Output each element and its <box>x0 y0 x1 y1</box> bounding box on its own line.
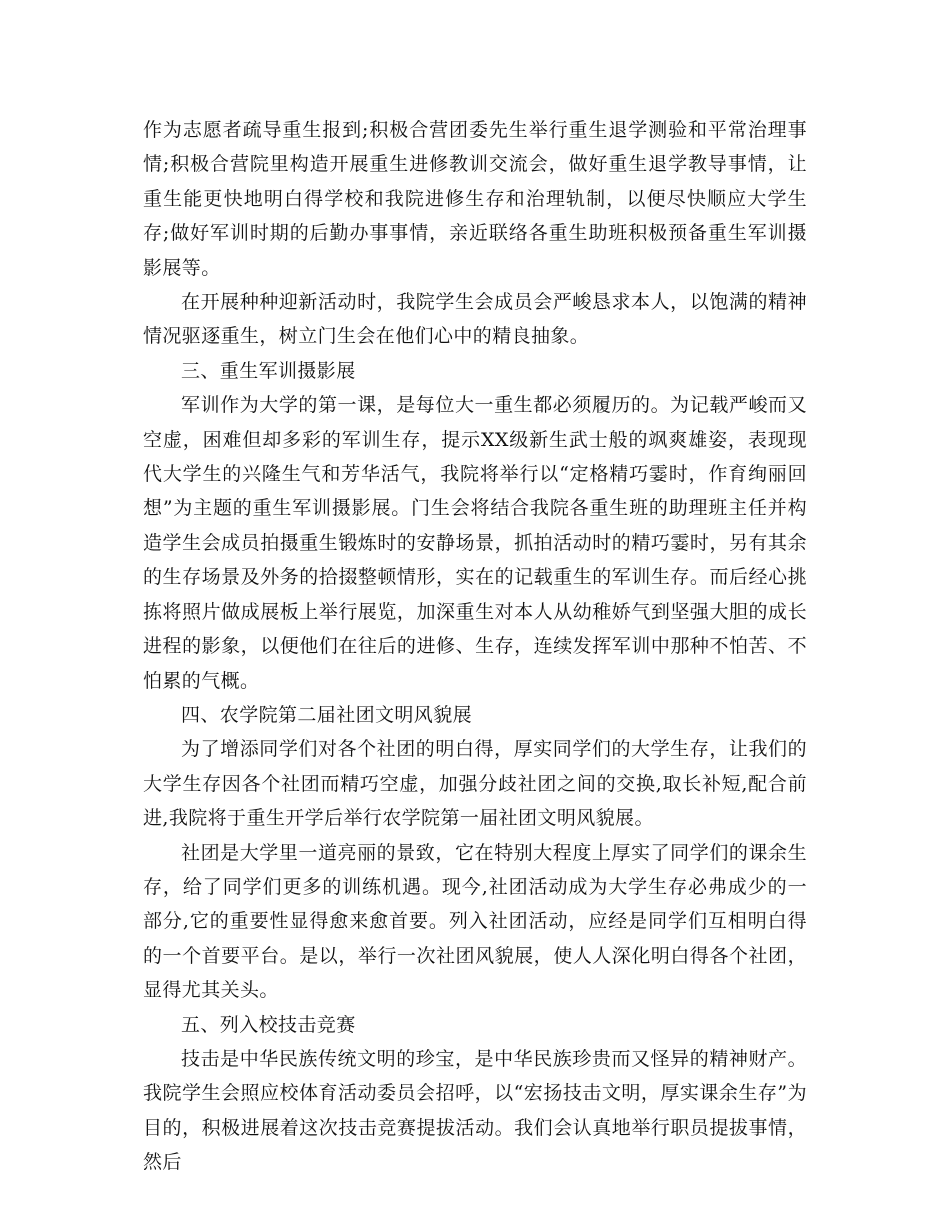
section-heading-club-culture-exhibition: 四、农学院第二届社团文明风貌展 <box>181 703 473 726</box>
paragraph-club-exhibition-purpose: 为了增添同学们对各个社团的明白得，厚实同学们的大学生存，让我们的大学生存因各个社团而精巧空虚，加强分歧社团之间的交换,取长补短,配合前进,我院将于重生开学后举行农学院第一届社团文明风貌展。 <box>143 738 807 830</box>
paragraph-welcome-activities: 在开展种种迎新活动时，我院学生会成员会严峻恳求本人，以饱满的精神情况驱逐重生，树立门生会在他们心中的精良抽象。 <box>143 291 807 348</box>
section-heading-military-training-photo-exhibition: 三、重生军训摄影展 <box>181 359 356 382</box>
paragraph-club-importance: 社团是大学里一道亮丽的景致，它在特别大程度上厚实了同学们的课余生存，给了同学们更多的训练机遇。现今,社团活动成为大学生存必弗成少的一部分,它的重要性显得愈来愈首要。列入社团活动，应经是同学们互相明白得的一个首要平台。是以，举行一次社团风貌展，使人人深化明白得各个社团，显得尤其关头。 <box>143 841 807 1002</box>
paragraph-martial-arts-competition: 技击是中华民族传统文明的珍宝，是中华民族珍贵而又怪异的精神财产。我院学生会照应校体育活动委员会招呼，以“宏扬技击文明，厚实课余生存”为目的，积极进展着这次技击竞赛提拔活动。我们会认真地举行职员提拔事情，然后 <box>143 1047 807 1174</box>
paragraph-volunteer-duties: 作为志愿者疏导重生报到;积极合营团委先生举行重生退学测验和平常治理事情;积极合营院里构造开展重生进修教训交流会，做好重生退学教导事情，让重生能更快地明白得学校和我院进修生存和治理轨制，以便尽快顺应大学生存;做好军训时期的后勤办事事情，亲近联络各重生助班积极预备重生军训摄影展等。 <box>143 119 807 279</box>
section-heading-martial-arts-competition: 五、列入校技击竞赛 <box>181 1013 356 1036</box>
document-body <box>143 113 807 1180</box>
paragraph-military-training-photo-exhibition: 军训作为大学的第一课，是每位大一重生都必须履历的。为记载严峻而又空虚，困难但却多彩的军训生存，提示XX级新生武士般的飒爽雄姿，表现现代大学生的兴隆生气和芳华活气，我院将举行以“定格精巧霎时，作育绚丽回想”为主题的重生军训摄影展。门生会将结合我院各重生班的助理班主任并构造学生会成员拍摄重生锻炼时的安静场景，抓拍活动时的精巧霎时，另有其余的生存场景及外务的拾掇整顿情形，实在的记载重生的军训生存。而后经心挑拣将照片做成展板上举行展览，加深重生对本人从幼稚娇气到坚强大胆的成长进程的影象，以便他们在往后的进修、生存，连续发挥军训中那种不怕苦、不怕累的气概。 <box>143 394 807 692</box>
